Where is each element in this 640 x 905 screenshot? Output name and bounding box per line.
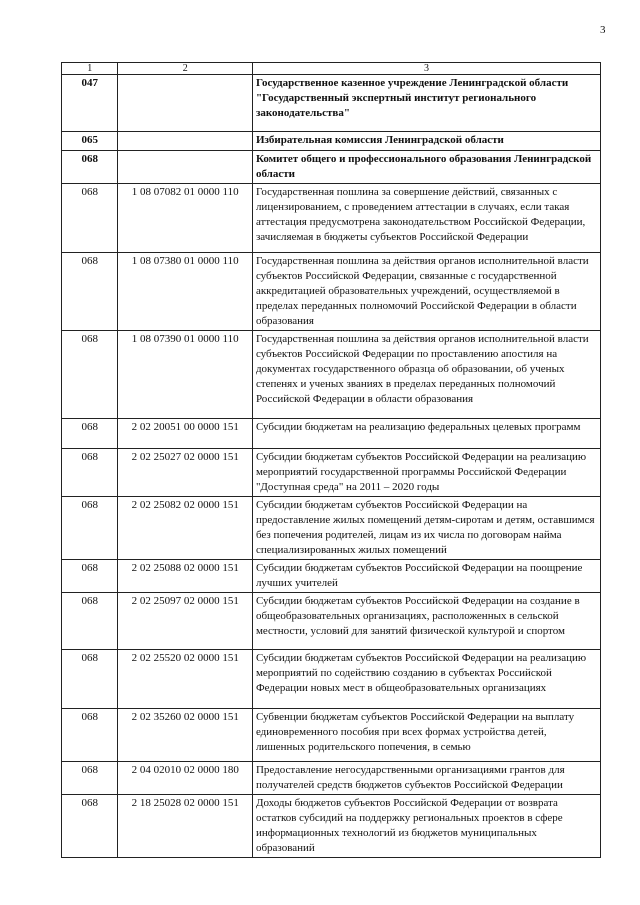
revenue-code-cell [118,151,252,184]
admin-code-cell: 068 [62,762,118,795]
revenue-code-cell: 2 02 25520 02 0000 151 [118,650,252,709]
revenue-code-cell [118,132,252,151]
table-row [62,709,601,762]
revenue-name-cell: Субвенции бюджетам субъектов Российской Федерации на выплату единовременного пособия при всех формах устройства детей, лишенных родительского попечения, в семью [252,709,600,762]
header-col-3: 3 [252,63,600,75]
table-header-row [62,63,601,75]
revenue-code-cell: 1 08 07390 01 0000 110 [118,331,252,419]
table-row [62,331,601,419]
revenue-code-cell: 2 18 25028 02 0000 151 [118,795,252,858]
revenue-name-cell: Субсидии бюджетам субъектов Российской Федерации на поощрение лучших учителей [252,560,600,593]
admin-code-cell: 068 [62,184,118,253]
admin-code-cell: 068 [62,253,118,331]
revenue-code-cell: 2 02 35260 02 0000 151 [118,709,252,762]
revenue-name-cell: Субсидии бюджетам субъектов Российской Федерации на создание в общеобразовательных организациях, расположенных в сельской местности, условий для занятий физической культурой и спортом [252,593,600,650]
revenue-code-cell: 2 02 25027 02 0000 151 [118,449,252,497]
revenue-code-cell: 2 04 02010 02 0000 180 [118,762,252,795]
admin-code-cell: 068 [62,331,118,419]
table-row [62,151,601,184]
header-col-1: 1 [62,63,118,75]
table-row [62,795,601,858]
revenue-name-cell: Предоставление негосударственными организациями грантов для получателей средств бюджетов субъектов Российской Федерации [252,762,600,795]
table-row [62,253,601,331]
revenue-name-cell: Субсидии бюджетам субъектов Российской Федерации на предоставление жилых помещений детям-сиротам и детям, оставшимся без попечения родителей, лицам из их числа по договорам найма специализированных жилых помещений [252,497,600,560]
table-row [62,497,601,560]
revenue-name-cell: Субсидии бюджетам субъектов Российской Федерации на реализацию мероприятий по содействию созданию в субъектах Российской Федерации новых мест в общеобразовательных организациях [252,650,600,709]
revenue-code-cell: 2 02 25082 02 0000 151 [118,497,252,560]
admin-code-cell: 068 [62,709,118,762]
table-row [62,650,601,709]
admin-code-cell: 068 [62,151,118,184]
table-row [62,762,601,795]
admin-code-cell: 068 [62,650,118,709]
admin-code-cell: 068 [62,497,118,560]
admin-code-cell: 068 [62,560,118,593]
revenue-name-cell: Государственная пошлина за действия органов исполнительной власти субъектов Российской Федерации, связанные с государственной аккредитацией образовательных учреждений, осуществляемой в пределах переданных полномочий Российской Федерации в области образования [252,253,600,331]
revenue-codes-table [61,62,601,858]
table-row [62,449,601,497]
table-row [62,184,601,253]
admin-code-cell: 047 [62,75,118,132]
revenue-code-cell: 2 02 25088 02 0000 151 [118,560,252,593]
admin-code-cell: 068 [62,419,118,449]
revenue-name-cell: Государственное казенное учреждение Ленинградской области "Государственный экспертный институт регионального законодательства" [252,75,600,132]
table-row [62,560,601,593]
revenue-code-cell: 1 08 07380 01 0000 110 [118,253,252,331]
revenue-code-cell: 1 08 07082 01 0000 110 [118,184,252,253]
admin-code-cell: 068 [62,449,118,497]
table-row [62,132,601,151]
table-row [62,75,601,132]
revenue-name-cell: Субсидии бюджетам субъектов Российской Федерации на реализацию мероприятий государственной программы Российской Федерации "Доступная среда" на 2011 – 2020 годы [252,449,600,497]
revenue-name-cell: Государственная пошлина за действия органов исполнительной власти субъектов Российской Федерации по проставлению апостиля на документах государственного образца об образовании, об ученых степенях и ученых званиях в пределах переданных полномочий Российской Федерации в области образования [252,331,600,419]
revenue-name-cell: Избирательная комиссия Ленинградской области [252,132,600,151]
table-row [62,419,601,449]
revenue-name-cell: Субсидии бюджетам на реализацию федеральных целевых программ [252,419,600,449]
admin-code-cell: 068 [62,593,118,650]
table-row [62,593,601,650]
revenue-name-cell: Государственная пошлина за совершение действий, связанных с лицензированием, с проведением аттестации в случаях, если такая аттестация предусмотрена законодательством Российской Федерации, зачисляемая в бюджеты субъектов Российской Федерации [252,184,600,253]
header-col-2: 2 [118,63,252,75]
page-number: 3 [600,24,606,36]
revenue-name-cell: Доходы бюджетов субъектов Российской Федерации от возврата остатков субсидий на поддержку региональных проектов в сфере информационных технологий из бюджетов муниципальных образований [252,795,600,858]
revenue-code-cell: 2 02 20051 00 0000 151 [118,419,252,449]
admin-code-cell: 065 [62,132,118,151]
revenue-code-cell [118,75,252,132]
admin-code-cell: 068 [62,795,118,858]
revenue-name-cell: Комитет общего и профессионального образования Ленинградской области [252,151,600,184]
revenue-code-cell: 2 02 25097 02 0000 151 [118,593,252,650]
